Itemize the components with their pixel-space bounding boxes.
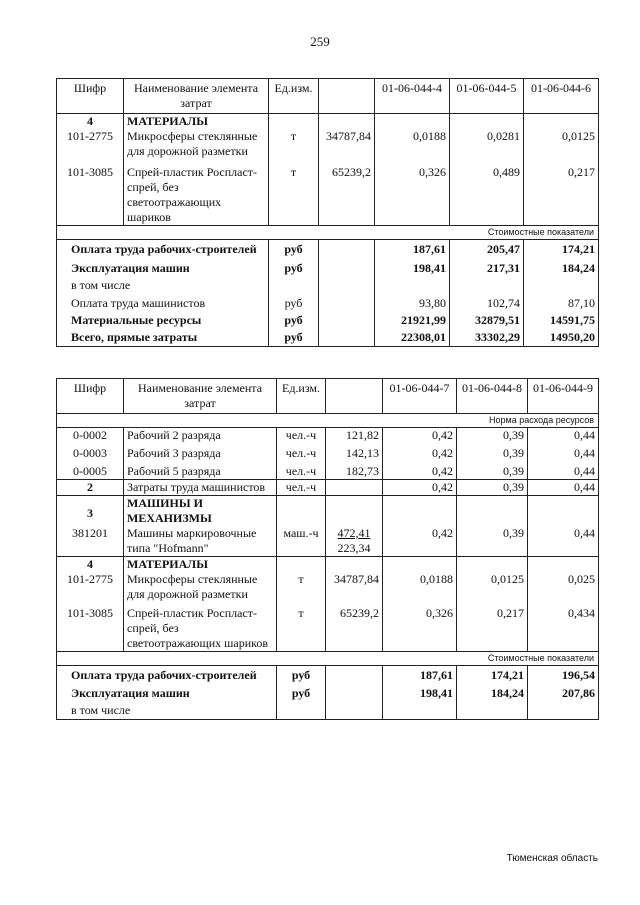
row-value-2: 0,0125 [457, 572, 528, 602]
cost-value-1: 187,61 [375, 240, 450, 258]
cost-unit: руб [269, 257, 319, 276]
page-number: 259 [310, 34, 330, 49]
row-name: Спрей-пластик Роспласт-спрей, без светоотражающих шариков [124, 602, 277, 652]
row-value-1: 0,42 [383, 428, 457, 444]
cost-unit: руб [269, 240, 319, 258]
cost-value-3: 174,21 [524, 240, 599, 258]
row-code: 101-2775 [57, 129, 124, 159]
row-value-3: 0,44 [528, 443, 599, 461]
group-row [57, 557, 599, 573]
cost-value-3: 87,10 [524, 293, 599, 311]
cost-value-1: 198,41 [383, 683, 457, 701]
cost-row [57, 257, 599, 276]
header-col-3: 01-06-044-9 [528, 379, 599, 414]
table-row [57, 443, 599, 461]
row-value-2: 0,217 [457, 602, 528, 652]
row-unit: т [269, 159, 319, 226]
row-value-1: 0,326 [375, 159, 450, 226]
cost-value-1: 93,80 [375, 293, 450, 311]
row-unit: чел.-ч [277, 461, 326, 480]
cost-unit: руб [277, 683, 326, 701]
cost-name: Оплата труда рабочих-строителей [57, 240, 269, 258]
header-unit: Ед.изм. [269, 79, 319, 114]
row-value-1: 0,42 [383, 526, 457, 557]
row-value-1: 0,0188 [383, 572, 457, 602]
row-value-1: 0,42 [383, 461, 457, 480]
cost-value-1: 187,61 [383, 666, 457, 684]
row-value-3: 0,434 [528, 602, 599, 652]
cost-name: Эксплуатация машин [57, 257, 269, 276]
header-col-2: 01-06-044-8 [457, 379, 528, 414]
resource-table-2 [56, 378, 599, 720]
group-name: МАШИНЫ И МЕХАНИЗМЫ [124, 496, 277, 527]
cost-value-2: 205,47 [450, 240, 524, 258]
cost-value-3: 196,54 [528, 666, 599, 684]
row-value-2: 0,39 [457, 480, 528, 496]
cost-row [57, 293, 599, 311]
row-price: 182,73 [326, 461, 383, 480]
header-col-1: 01-06-044-4 [375, 79, 450, 114]
table-row [57, 602, 599, 652]
header-col-2: 01-06-044-5 [450, 79, 524, 114]
group-code: 4 [57, 557, 124, 573]
cost-name: Всего, прямые затраты [57, 328, 269, 347]
cost-value-2: 32879,51 [450, 311, 524, 328]
group-name: МАТЕРИАЛЫ [124, 557, 277, 573]
row-value-3: 0,44 [528, 480, 599, 496]
row-unit: маш.-ч [277, 526, 326, 557]
row-value-1: 0,0188 [375, 129, 450, 159]
row-value-2: 0,0281 [450, 129, 524, 159]
cost-value-3: 184,24 [524, 257, 599, 276]
row-value-3: 0,217 [524, 159, 599, 226]
row-unit: т [277, 602, 326, 652]
row-code: 101-2775 [57, 572, 124, 602]
row-name: Рабочий 3 разряда [124, 443, 277, 461]
row-unit: т [269, 129, 319, 159]
group-row [57, 496, 599, 527]
table-row [57, 461, 599, 480]
row-name: Затраты труда машинистов [124, 480, 277, 496]
cost-name: в том числе [57, 701, 277, 720]
section-label: Норма расхода ресурсов [57, 414, 599, 428]
section-label-row [57, 226, 599, 240]
row-value-3: 0,0125 [524, 129, 599, 159]
row-unit: чел.-ч [277, 443, 326, 461]
row-code: 0-0005 [57, 461, 124, 480]
row-price [326, 526, 383, 557]
header-code: Шифр [57, 79, 124, 114]
cost-value-2: 174,21 [457, 666, 528, 684]
cost-unit: руб [269, 328, 319, 347]
row-value-3: 0,44 [528, 428, 599, 444]
cost-value-1: 198,41 [375, 257, 450, 276]
row-value-1: 0,42 [383, 480, 457, 496]
cost-value-2: 33302,29 [450, 328, 524, 347]
table-header-row [57, 379, 599, 414]
row-code: 0-0002 [57, 428, 124, 444]
row-code: 0-0003 [57, 443, 124, 461]
row-price: 34787,84 [319, 129, 375, 159]
group-row [57, 114, 599, 130]
header-code: Шифр [57, 379, 124, 414]
cost-value-2: 102,74 [450, 293, 524, 311]
row-value-2: 0,39 [457, 526, 528, 557]
row-code: 101-3085 [57, 602, 124, 652]
table-row [57, 428, 599, 444]
row-code: 2 [57, 480, 124, 496]
header-name: Наименование элемента затрат [124, 79, 269, 114]
cost-row [57, 240, 599, 258]
footer-region: Тюменская область [506, 853, 598, 864]
row-value-1: 0,42 [383, 443, 457, 461]
row-unit: т [277, 572, 326, 602]
header-col-1: 01-06-044-7 [383, 379, 457, 414]
cost-name: Оплата труда рабочих-строителей [57, 666, 277, 684]
cost-row [57, 328, 599, 347]
cost-unit: руб [269, 311, 319, 328]
section-label-row [57, 414, 599, 428]
row-value-2: 0,39 [457, 443, 528, 461]
group-code: 4 [57, 114, 124, 130]
cost-name: в том числе [57, 276, 269, 293]
cost-value-3: 14591,75 [524, 311, 599, 328]
cost-name: Материальные ресурсы [57, 311, 269, 328]
row-code: 381201 [57, 526, 124, 557]
table-row [57, 526, 599, 557]
row-value-2: 0,39 [457, 428, 528, 444]
section-label-row [57, 652, 599, 666]
row-name: Машины маркировочные типа "Hofmann" [124, 526, 277, 557]
cost-unit: руб [277, 666, 326, 684]
table-header-row [57, 79, 599, 114]
cost-row [57, 311, 599, 328]
cost-name: Оплата труда машинистов [57, 293, 269, 311]
cost-value-2: 217,31 [450, 257, 524, 276]
group-code: 3 [57, 496, 124, 527]
row-unit: чел.-ч [277, 428, 326, 444]
row-price-primary: 472,41 [337, 526, 371, 540]
cost-value-3: 207,86 [528, 683, 599, 701]
header-price [319, 79, 375, 114]
cost-row [57, 666, 599, 684]
cost-value-1: 22308,01 [375, 328, 450, 347]
row-price: 121,82 [326, 428, 383, 444]
row-value-2: 0,39 [457, 461, 528, 480]
row-name: Микросферы стеклянные для дорожной разметки [124, 129, 269, 159]
section-label: Стоимостные показатели [57, 226, 599, 240]
row-price: 34787,84 [326, 572, 383, 602]
cost-value-1: 21921,99 [375, 311, 450, 328]
header-price [326, 379, 383, 414]
cost-value-3: 14950,20 [524, 328, 599, 347]
cost-unit: руб [269, 293, 319, 311]
header-unit: Ед.изм. [277, 379, 326, 414]
row-value-3: 0,44 [528, 461, 599, 480]
cost-row [57, 701, 599, 720]
group-name: МАТЕРИАЛЫ [124, 114, 269, 130]
row-value-3: 0,025 [528, 572, 599, 602]
row-price-secondary: 223,34 [337, 541, 371, 555]
cost-row [57, 683, 599, 701]
table-row [57, 159, 599, 226]
row-name: Рабочий 5 разряда [124, 461, 277, 480]
header-name: Наименование элемента затрат [124, 379, 277, 414]
row-value-1: 0,326 [383, 602, 457, 652]
table-row [57, 129, 599, 159]
row-name: Рабочий 2 разряда [124, 428, 277, 444]
row-price: 142,13 [326, 443, 383, 461]
row-price: 65239,2 [326, 602, 383, 652]
row-value-3: 0,44 [528, 526, 599, 557]
cost-value-2: 184,24 [457, 683, 528, 701]
cost-row [57, 276, 599, 293]
row-value-2: 0,489 [450, 159, 524, 226]
row-name: Микросферы стеклянные для дорожной разметки [124, 572, 277, 602]
header-col-3: 01-06-044-6 [524, 79, 599, 114]
table-row [57, 572, 599, 602]
row-price: 65239,2 [319, 159, 375, 226]
row-code: 101-3085 [57, 159, 124, 226]
section-label: Стоимостные показатели [57, 652, 599, 666]
row-name: Спрей-пластик Роспласт-спрей, без светоотражающих шариков [124, 159, 269, 226]
row-unit: чел.-ч [277, 480, 326, 496]
resource-table-1 [56, 78, 599, 347]
cost-name: Эксплуатация машин [57, 683, 277, 701]
table-row [57, 480, 599, 496]
